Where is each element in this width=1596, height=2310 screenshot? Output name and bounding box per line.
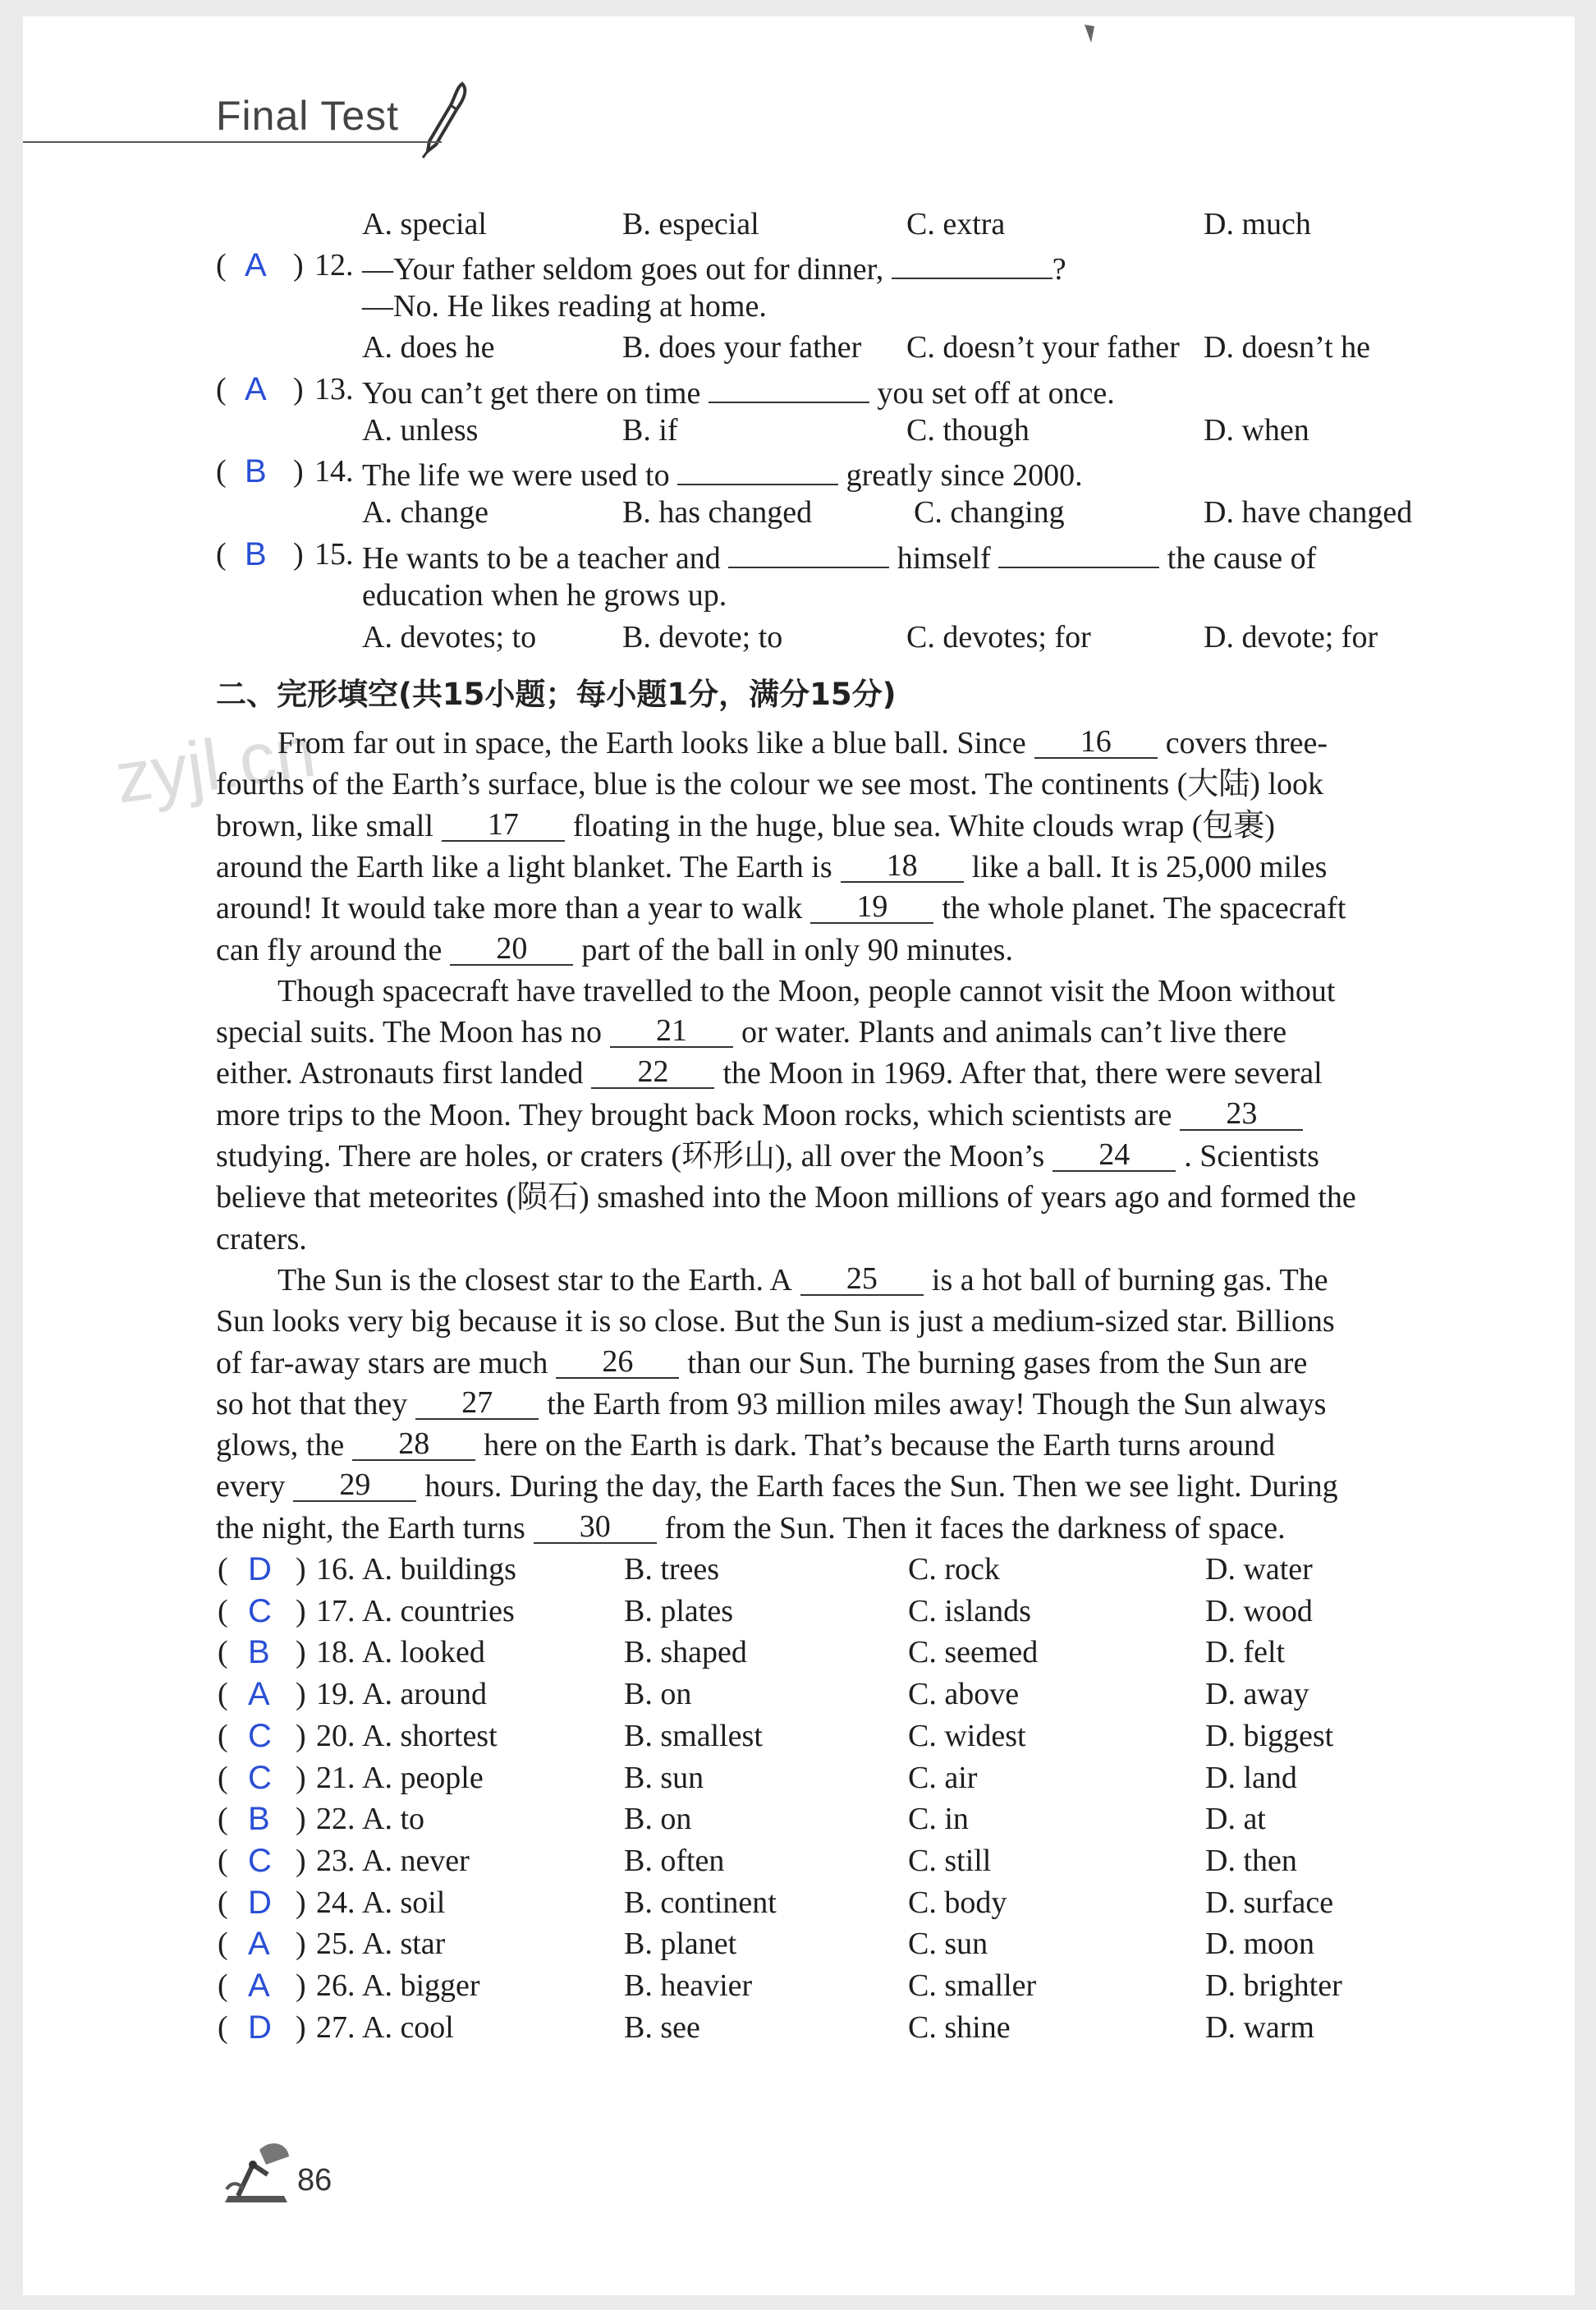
answer-paren-close: ): [296, 1677, 306, 1712]
question-stem: [362, 245, 1066, 290]
option-a: A. does he: [362, 330, 495, 365]
passage-text: Sun looks very big because it is so close. But the Sun is just a medium-sized star. Billions: [216, 1304, 1335, 1339]
question-number: 12.: [314, 248, 354, 282]
stem-part-a: You can’t get there on time: [362, 376, 701, 411]
question-stem-line2: education when he grows up.: [362, 578, 727, 613]
answer-paren-close: ): [293, 454, 304, 489]
blank-number: 30: [534, 1509, 657, 1544]
cloze-question-row: [0, 1715, 1596, 1757]
option-b: B. does your father: [622, 330, 862, 365]
option-d: D. much: [1204, 207, 1311, 241]
answer-paren-close: ): [293, 372, 304, 406]
cloze-question-row: [0, 1840, 1596, 1881]
option-c: C. air: [908, 1760, 978, 1795]
question-number: 20.: [316, 1718, 355, 1753]
option-a: A. buildings: [362, 1552, 516, 1587]
answer-paren-close: ): [296, 1552, 306, 1587]
passage-text: fourths of the Earth’s surface, blue is the colour we see most. The continents (大陆) look: [216, 767, 1324, 802]
answer-paren-open: (: [218, 1635, 228, 1670]
option-a: A. looked: [362, 1635, 485, 1670]
option-b: B. devote; to: [622, 620, 783, 654]
answer-paren-close: ): [296, 1635, 306, 1670]
question-12-options: [0, 327, 1596, 368]
answer-paren-close: ): [293, 248, 304, 282]
option-a: A. shortest: [362, 1718, 498, 1753]
stem-part-b: greatly since 2000.: [846, 458, 1083, 493]
passage-text: or water. Plants and animals can’t live there: [741, 1015, 1287, 1050]
passage-text: hours. During the day, the Earth faces the Sun. Then we see light. During: [424, 1469, 1338, 1504]
question-13: [0, 369, 1596, 410]
option-b: B. trees: [624, 1552, 720, 1587]
passage-text: can fly around the: [216, 932, 443, 967]
answer-mark: A: [248, 1926, 270, 1963]
passage-text: . Scientists: [1184, 1139, 1319, 1173]
option-b: B. on: [624, 1802, 692, 1837]
passage-text: more trips to the Moon. They brought back Moon rocks, which scientists are: [216, 1097, 1172, 1132]
blank-number: 28: [352, 1426, 475, 1461]
passage-text: the Earth from 93 million miles away! Though the Sun always: [547, 1386, 1327, 1421]
passage-line: [216, 930, 1013, 971]
page-title: Final Test: [216, 93, 400, 139]
option-d: D. land: [1205, 1760, 1297, 1795]
option-a: A. bigger: [362, 1968, 480, 2003]
stem-part-b: himself: [897, 541, 991, 576]
passage-line: [216, 1301, 1335, 1342]
option-a: A. countries: [362, 1593, 515, 1628]
answer-paren-close: ): [293, 537, 304, 572]
question-13-options: [0, 410, 1596, 451]
answer-mark: C: [248, 1842, 272, 1879]
answer-blank: [728, 534, 889, 568]
answer-blank: [998, 534, 1159, 568]
passage-text: the whole planet. The spacecraft: [942, 891, 1346, 926]
answer-paren-close: ): [296, 1843, 306, 1878]
answer-blank: [892, 245, 1053, 279]
passage-line: [216, 847, 1327, 888]
passage-text: part of the ball in only 90 minutes.: [581, 932, 1013, 967]
cloze-question-row: [0, 1882, 1596, 1923]
question-stem-line2: —No. He likes reading at home.: [362, 289, 767, 324]
passage-text: than our Sun. The burning gases from the Sun are: [687, 1345, 1308, 1380]
blank-number: 17: [442, 807, 565, 842]
passage-line: [216, 1219, 307, 1260]
option-c: C. shine: [908, 2009, 1011, 2045]
option-a: A. unless: [362, 413, 479, 448]
passage-line: [216, 1095, 1311, 1136]
option-c: C. body: [908, 1885, 1007, 1920]
option-c: C. though: [906, 413, 1030, 448]
passage-text: covers three-: [1165, 726, 1328, 760]
answer-mark: B: [245, 536, 267, 572]
passage-text: craters.: [216, 1221, 307, 1256]
cloze-question-row: [0, 1591, 1596, 1632]
cloze-question-row: [0, 1549, 1596, 1590]
option-a: A. people: [362, 1760, 484, 1795]
answer-mark: A: [248, 1968, 270, 2004]
question-number: 16.: [316, 1552, 355, 1587]
option-a: A. to: [362, 1802, 424, 1837]
header-rule: [23, 141, 442, 143]
option-a: A. star: [362, 1927, 446, 1962]
blank-number: 24: [1053, 1137, 1176, 1172]
passage-line: [216, 1343, 1307, 1384]
question-15-line2: [0, 575, 1596, 616]
answer-mark: C: [248, 1759, 272, 1796]
question-number: 22.: [316, 1802, 355, 1837]
blank-number: 29: [293, 1467, 416, 1502]
passage-line: [216, 888, 1346, 929]
blank-number: 22: [591, 1054, 714, 1089]
question-stem: [362, 534, 1316, 579]
cloze-question-row: [0, 1965, 1596, 2006]
answer-paren-close: ): [296, 1760, 306, 1795]
passage-line: [277, 723, 1328, 764]
question-12: [0, 245, 1596, 286]
option-c: C. still: [908, 1843, 992, 1878]
question-number: 13.: [314, 372, 354, 406]
passage-text: from the Sun. Then it faces the darkness of space.: [664, 1510, 1286, 1545]
option-c: C. above: [908, 1677, 1020, 1712]
passage-text: the night, the Earth turns: [216, 1510, 525, 1545]
cloze-question-row: [0, 1632, 1596, 1673]
option-c: C. smaller: [908, 1968, 1037, 2003]
passage-text: The Sun is the closest star to the Earth. A: [277, 1262, 792, 1297]
ink-mark-icon: [1082, 23, 1097, 44]
question-stem: [362, 451, 1083, 496]
answer-paren-open: (: [218, 2009, 228, 2045]
blank-number: 16: [1034, 724, 1158, 759]
stem-part-a: He wants to be a teacher and: [362, 541, 721, 576]
passage-text: studying. There are holes, or craters (环形山), all over the Moon’s: [216, 1139, 1045, 1173]
cloze-question-row: [0, 1923, 1596, 1964]
passage-line: [216, 1425, 1275, 1466]
answer-mark: B: [248, 1634, 270, 1671]
passage-line: [216, 764, 1323, 805]
option-b: B. shaped: [624, 1635, 747, 1670]
answer-mark: C: [248, 1592, 272, 1629]
cloze-question-row: [0, 2007, 1596, 2048]
passage-line: [216, 1053, 1323, 1094]
answer-paren-close: ): [296, 2009, 306, 2045]
blank-number: 27: [415, 1385, 539, 1420]
question-number: 19.: [316, 1677, 355, 1712]
answer-paren-open: (: [218, 1968, 228, 2003]
passage-text: around the Earth like a light blanket. The Earth is: [216, 849, 832, 884]
passage-text: like a ball. It is 25,000 miles: [971, 849, 1328, 884]
option-a: A. devotes; to: [362, 620, 537, 654]
option-c: C. changing: [914, 495, 1065, 530]
answer-paren-open: (: [218, 1843, 228, 1878]
stem-part-b: ?: [1052, 252, 1066, 287]
question-11-options: [0, 204, 1596, 245]
option-b: B. on: [624, 1677, 692, 1712]
stem-part-c: the cause of: [1167, 541, 1317, 576]
answer-paren-close: ): [296, 1968, 306, 2003]
question-number: 24.: [316, 1885, 355, 1920]
option-d: D. surface: [1205, 1885, 1334, 1920]
option-c: C. devotes; for: [906, 620, 1091, 654]
blank-number: 20: [450, 931, 573, 966]
answer-paren-open: (: [216, 454, 227, 489]
answer-mark: B: [248, 1801, 270, 1838]
answer-mark: D: [248, 2009, 272, 2046]
question-14: [0, 451, 1596, 492]
answer-paren-open: (: [218, 1760, 228, 1795]
answer-blank: [677, 451, 838, 485]
option-b: B. has changed: [622, 495, 813, 530]
option-a: A. soil: [362, 1885, 446, 1920]
answer-paren-close: ): [296, 1927, 306, 1962]
passage-line: [216, 1012, 1286, 1053]
blank-number: 26: [556, 1344, 679, 1379]
passage-text: of far-away stars are much: [216, 1345, 548, 1380]
question-14-options: [0, 492, 1596, 533]
passage-line: [216, 1136, 1319, 1177]
answer-paren-open: (: [218, 1718, 228, 1753]
answer-mark: D: [248, 1884, 272, 1921]
passage-text: brown, like small: [216, 808, 433, 843]
passage-text: is a hot ball of burning gas. The: [931, 1262, 1328, 1297]
passage-line: [216, 1384, 1326, 1425]
answer-paren-close: ): [296, 1802, 306, 1837]
question-number: 21.: [316, 1760, 355, 1795]
pen-icon: [415, 80, 472, 159]
option-c: C. in: [908, 1802, 969, 1837]
passage-text: around! It would take more than a year to walk: [216, 891, 803, 926]
answer-paren-open: (: [216, 537, 227, 572]
option-c: C. sun: [908, 1927, 988, 1962]
option-d: D. then: [1205, 1843, 1297, 1878]
option-c: C. widest: [908, 1718, 1026, 1753]
answer-paren-open: (: [216, 372, 227, 406]
desk-lamp-icon: [220, 2132, 292, 2207]
option-d: D. at: [1205, 1802, 1266, 1837]
answer-paren-close: ): [296, 1593, 306, 1628]
question-15: [0, 534, 1596, 575]
option-d: D. brighter: [1205, 1968, 1342, 2003]
passage-text: floating in the huge, blue sea. White clouds wrap (包裹): [572, 808, 1276, 843]
blank-number: 21: [610, 1013, 733, 1048]
option-d: D. biggest: [1205, 1718, 1334, 1753]
passage-line: [277, 1260, 1328, 1301]
section-title: 二、完形填空(共15小题；每小题1分，满分15分): [216, 677, 897, 712]
question-number: 18.: [316, 1635, 355, 1670]
option-c: C. seemed: [908, 1635, 1039, 1670]
passage-line: [277, 971, 1336, 1012]
answer-paren-close: ): [296, 1885, 306, 1920]
stem-part-a: —Your father seldom goes out for dinner,: [362, 252, 884, 287]
option-b: B. plates: [624, 1593, 733, 1628]
passage-text: here on the Earth is dark. That’s because the Earth turns around: [484, 1428, 1275, 1463]
passage-text: so hot that they: [216, 1386, 408, 1421]
answer-paren-open: (: [218, 1802, 228, 1837]
option-d: D. warm: [1205, 2009, 1314, 2045]
option-b: B. especial: [622, 207, 759, 241]
passage-text: From far out in space, the Earth looks like a blue ball. Since: [277, 726, 1026, 760]
option-c: C. islands: [908, 1593, 1031, 1628]
passage-text: special suits. The Moon has no: [216, 1015, 603, 1050]
answer-paren-open: (: [218, 1677, 228, 1712]
question-number: 15.: [314, 537, 354, 572]
option-d: D. away: [1205, 1677, 1309, 1712]
answer-mark: A: [245, 371, 267, 407]
option-b: B. see: [624, 2009, 700, 2045]
answer-mark: D: [248, 1551, 272, 1587]
question-number: 17.: [316, 1593, 355, 1628]
option-d: D. wood: [1205, 1593, 1313, 1628]
option-d: D. water: [1205, 1552, 1313, 1587]
blank-number: 23: [1180, 1096, 1303, 1131]
passage-line: [216, 806, 1275, 847]
answer-paren-open: (: [218, 1885, 228, 1920]
answer-mark: C: [248, 1717, 272, 1754]
passage-text: glows, the: [216, 1428, 345, 1463]
answer-paren-open: (: [218, 1552, 228, 1587]
question-12-line2: [0, 286, 1596, 327]
passage-text: Though spacecraft have travelled to the Moon, people cannot visit the Moon without: [277, 973, 1336, 1008]
passage-line: [216, 1177, 1356, 1218]
question-stem: [362, 369, 1115, 414]
question-number: 25.: [316, 1927, 355, 1962]
option-d: D. when: [1204, 413, 1309, 448]
question-number: 26.: [316, 1968, 355, 2003]
option-d: D. moon: [1205, 1927, 1314, 1962]
option-c: C. extra: [906, 207, 1006, 241]
option-b: B. continent: [624, 1885, 777, 1920]
option-b: B. smallest: [624, 1718, 763, 1753]
answer-mark: B: [245, 453, 267, 489]
passage-text: the Moon in 1969. After that, there were several: [722, 1056, 1323, 1091]
passage-text: every: [216, 1469, 286, 1504]
option-c: C. rock: [908, 1552, 1000, 1587]
cloze-question-row: [0, 1798, 1596, 1839]
question-number: 14.: [314, 454, 354, 489]
answer-paren-close: ): [296, 1718, 306, 1753]
page-number: 86: [297, 2163, 332, 2197]
answer-paren-open: (: [218, 1927, 228, 1962]
passage-line: [216, 1466, 1338, 1507]
option-d: D. doesn’t he: [1204, 330, 1370, 365]
question-number: 23.: [316, 1843, 355, 1878]
option-d: D. felt: [1205, 1635, 1286, 1670]
option-c: C. doesn’t your father: [906, 330, 1180, 365]
option-b: B. planet: [624, 1927, 737, 1962]
answer-blank: [709, 369, 869, 403]
stem-part-b: you set off at once.: [877, 376, 1115, 411]
option-d: D. devote; for: [1204, 620, 1378, 654]
cloze-question-row: [0, 1674, 1596, 1715]
answer-paren-open: (: [218, 1593, 228, 1628]
option-b: B. if: [622, 413, 678, 448]
blank-number: 18: [841, 848, 964, 883]
option-a: A. around: [362, 1677, 487, 1712]
watermark: zyjl.cn: [110, 710, 321, 819]
option-b: B. often: [624, 1843, 725, 1878]
answer-paren-open: (: [216, 248, 227, 282]
passage-text: either. Astronauts first landed: [216, 1056, 584, 1091]
option-a: A. change: [362, 495, 489, 530]
option-d: D. have changed: [1204, 495, 1413, 530]
blank-number: 19: [810, 889, 933, 924]
passage-line: [216, 1508, 1286, 1549]
question-15-options: [0, 617, 1596, 658]
stem-part-a: The life we were used to: [362, 458, 670, 493]
answer-mark: A: [248, 1676, 270, 1713]
option-b: B. sun: [624, 1760, 704, 1795]
passage-text: believe that meteorites (陨石) smashed into the Moon millions of years ago and formed the: [216, 1180, 1356, 1215]
blank-number: 25: [800, 1261, 924, 1296]
option-a: A. special: [362, 207, 487, 241]
option-a: A. cool: [362, 2009, 454, 2045]
option-a: A. never: [362, 1843, 470, 1878]
cloze-question-row: [0, 1757, 1596, 1798]
answer-mark: A: [245, 247, 267, 283]
question-number: 27.: [316, 2009, 355, 2045]
option-b: B. heavier: [624, 1968, 753, 2003]
